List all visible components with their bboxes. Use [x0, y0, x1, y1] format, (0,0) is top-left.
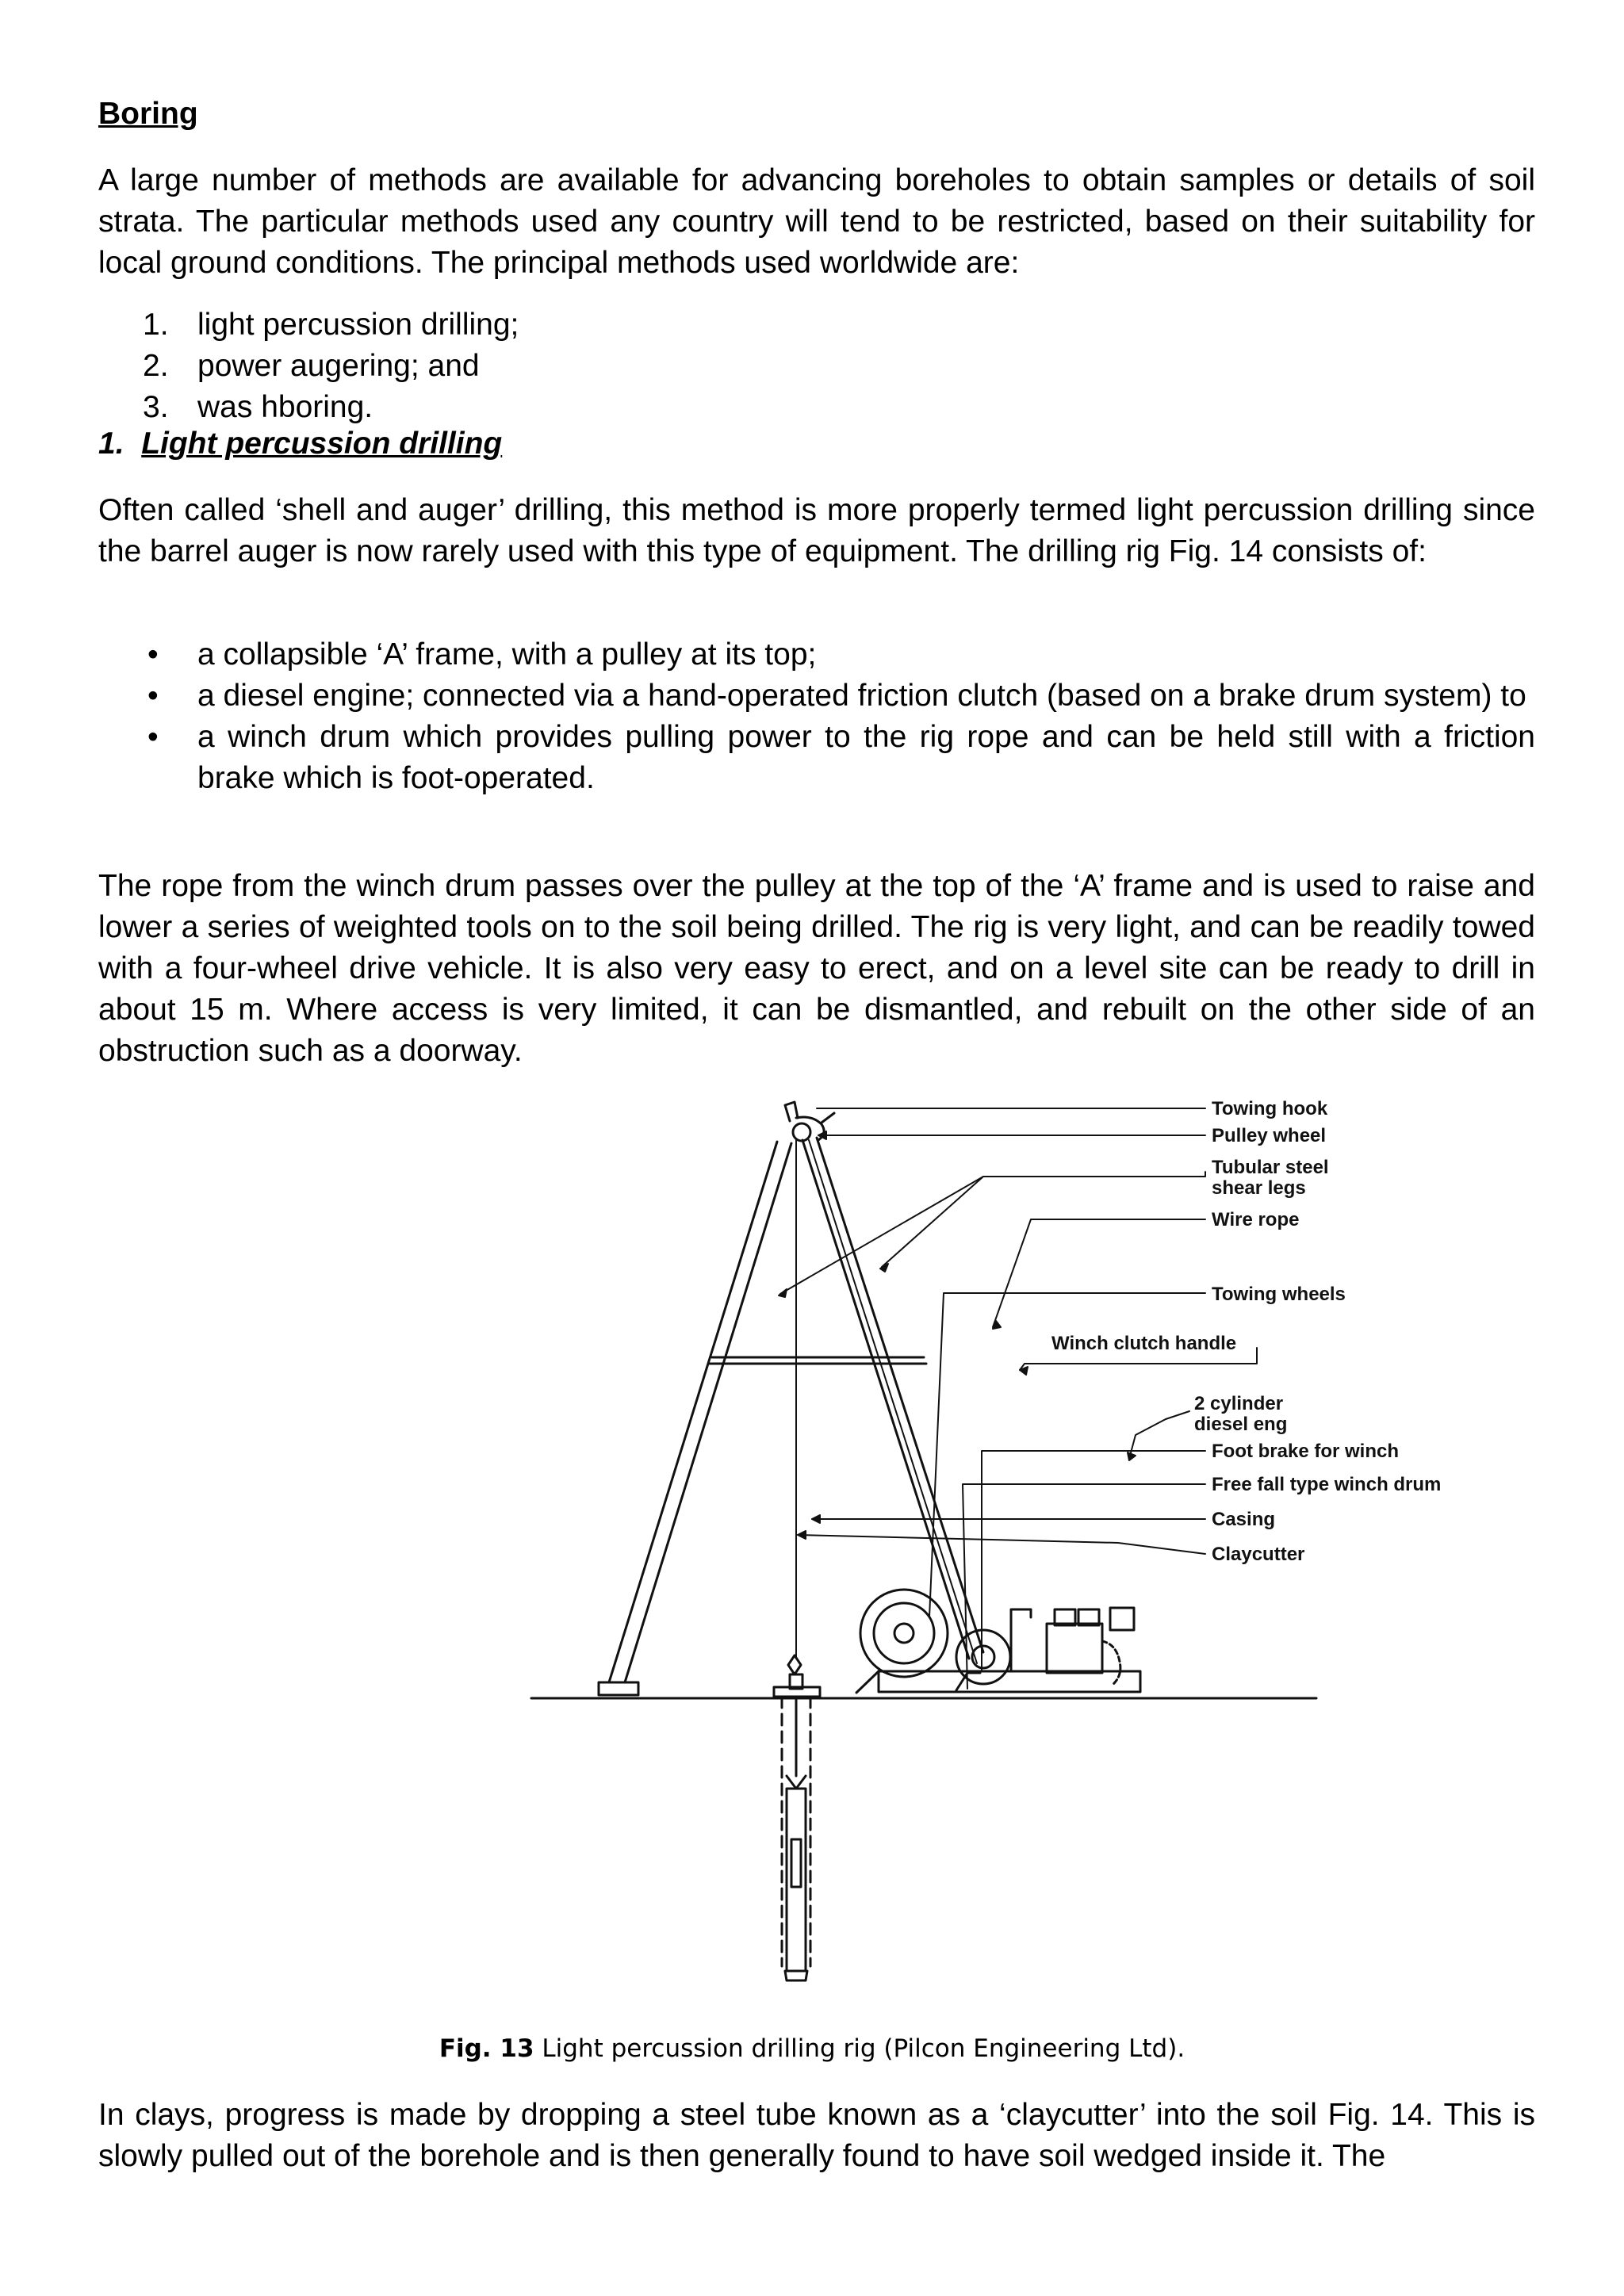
caption-label: Fig. 13 [439, 2034, 534, 2063]
leader-shear-legs-left [780, 1172, 1205, 1294]
label-wire-rope: Wire rope [1212, 1209, 1300, 1230]
label-pulley-wheel: Pulley wheel [1212, 1125, 1327, 1146]
pulley-wheel [793, 1123, 810, 1141]
claycutter-paragraph: In clays, progress is made by dropping a steel tube known as a ‘claycutter’ into the soil Fig. 14. This is slowly pulled out of the borehole and is then generally found to have soil wedged inside it. The [98, 2098, 1535, 2173]
label-towing-wheels: Towing wheels [1212, 1284, 1346, 1305]
bullet-icon: • [147, 720, 159, 754]
bullet-icon: • [147, 679, 159, 713]
section-heading: Boring [98, 97, 198, 131]
list-item-text: a winch drum which provides pulling power to the rig rope and can be held still with a friction brake which is foot-operated. [197, 720, 1535, 795]
drilling-rig-figure [508, 1094, 1442, 2014]
label-foot-brake: Foot brake for winch [1212, 1441, 1400, 1462]
bullet-icon: • [147, 637, 159, 672]
figure-caption [0, 2034, 1624, 2063]
subsection-number: 1. [98, 427, 124, 461]
list-number: 1. [143, 308, 169, 342]
claycutter-tool [785, 1697, 807, 1980]
intro-paragraph: A large number of methods are available for advancing boreholes to obtain samples or details of soil strata. The particular methods used any country will tend to be restricted, based on their suitability for local ground conditions. The principal methods used worldwide are: [98, 163, 1535, 280]
list-number: 2. [143, 349, 169, 383]
label-claycutter: Claycutter [1212, 1544, 1305, 1565]
subsection-title: Light percussion drilling [141, 427, 503, 461]
label-diesel-1: 2 cylinder [1194, 1393, 1284, 1414]
list-item-text: light percussion drilling; [197, 308, 519, 342]
list-item-text: a collapsible ‘A’ frame, with a pulley at its top; [197, 637, 817, 672]
list-item-text: was hboring. [197, 390, 373, 424]
label-winch-clutch-handle: Winch clutch handle [1051, 1333, 1237, 1354]
leg-foot-plate [599, 1682, 638, 1695]
list-item [98, 304, 519, 346]
label-casing: Casing [1212, 1509, 1276, 1530]
leader-winch-drum [963, 1484, 1205, 1689]
list-item [98, 346, 519, 387]
towing-wheel [860, 1590, 948, 1677]
foot-brake [956, 1673, 980, 1690]
sinker-bar [788, 1655, 802, 1689]
label-leaders [780, 1108, 1257, 1689]
list-item [98, 717, 1535, 799]
list-item-text: power augering; and [197, 349, 480, 383]
leader-wire-rope [993, 1219, 1205, 1327]
cross-brace [710, 1357, 926, 1364]
right-shear-leg [802, 1138, 983, 1659]
subsection-heading [98, 427, 502, 461]
caption-text: Light percussion drilling rig (Pilcon Engineering Ltd). [534, 2034, 1185, 2063]
list-item [98, 634, 1535, 675]
methods-list [98, 304, 519, 428]
list-item [98, 675, 1535, 717]
list-item-text: a diesel engine; connected via a hand-operated friction clutch (based on a brake drum system) to [197, 679, 1526, 713]
rope-paragraph: The rope from the winch drum passes over the pulley at the top of the ‘A’ frame and is used to raise and lower a series of weighted tools on to the soil being drilled. The rig is very light, and can be readily towed with a four-wheel drive vehicle. It is also very easy to erect, and on a level site can be ready to drill in about 15 m. Where access is very limited, it can be dismantled, and rebuilt on the other side of an obstruction such as a doorway. [98, 869, 1535, 1068]
winch-clutch-handle [1011, 1609, 1031, 1671]
leader-shear-legs-right [882, 1177, 983, 1267]
base-drawbar [856, 1671, 879, 1693]
wire-rope [809, 1140, 977, 1663]
label-winch-drum: Free fall type winch drum [1212, 1474, 1442, 1495]
list-item [98, 387, 519, 428]
leader-claycutter [798, 1535, 1205, 1554]
rig-components-list [98, 634, 1535, 799]
shell-auger-paragraph: Often called ‘shell and auger’ drilling, this method is more properly termed light percussion drilling since the barrel auger is now rarely used with this type of equipment. The drilling rig Fig. 14 consists of: [98, 493, 1535, 568]
label-towing-hook: Towing hook [1212, 1098, 1328, 1119]
label-diesel-2: diesel eng [1194, 1414, 1288, 1435]
diesel-engine [1047, 1608, 1134, 1686]
label-shear-legs-1: Tubular steel [1212, 1157, 1329, 1178]
label-shear-legs-2: shear legs [1212, 1177, 1306, 1199]
left-shear-leg [609, 1142, 791, 1682]
list-number: 3. [143, 390, 169, 424]
